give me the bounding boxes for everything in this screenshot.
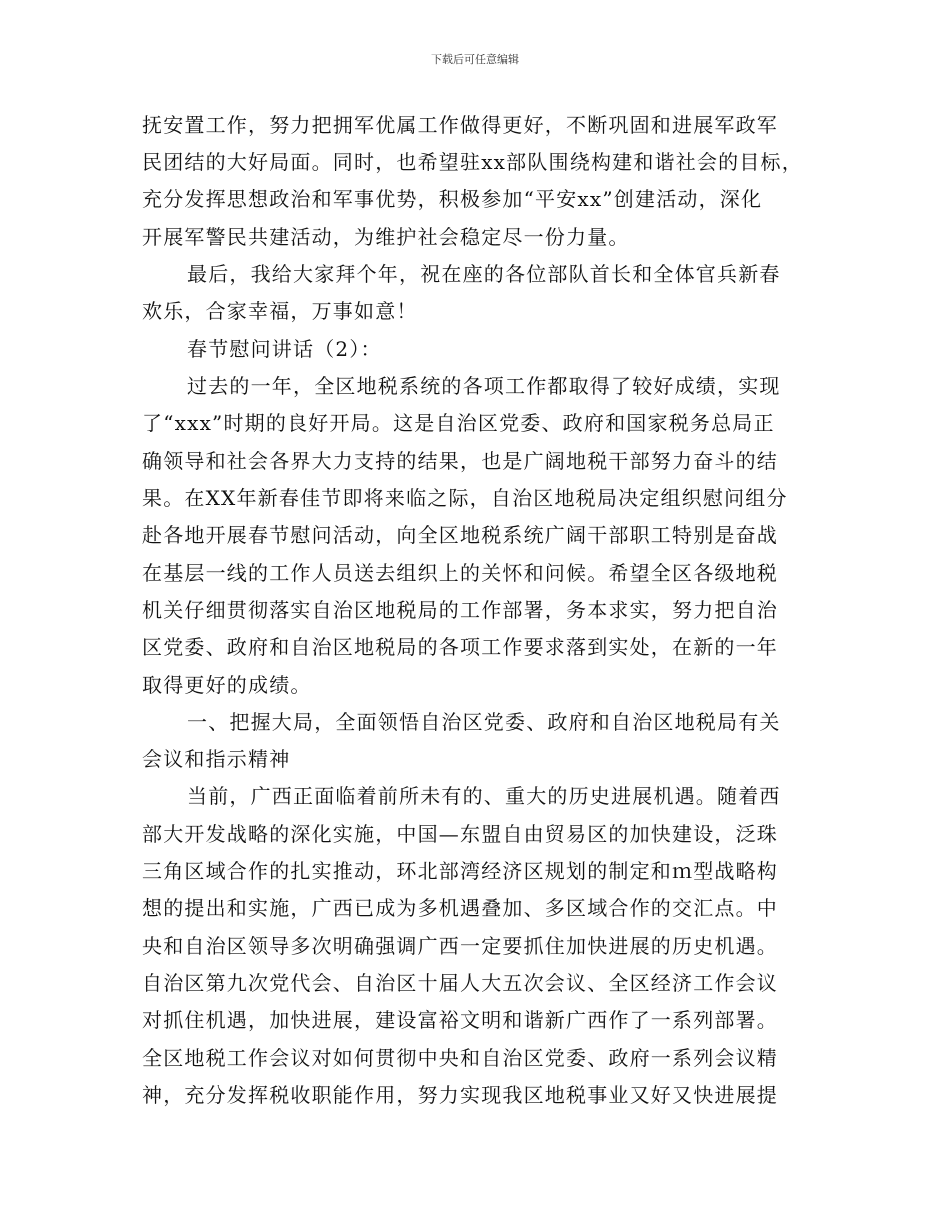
body-text-line: 取得更好的成绩。 [142,673,312,697]
section-heading: 春节慰问讲话（2）： [187,337,382,361]
subsection-heading: 一、把握大局，全面领悟自治区党委、政府和自治区地税局有关 [187,710,781,734]
body-text-line: 对抓住机遇，加快进展，建设富裕文明和谐新广西作了一系列部署。 [142,1008,778,1032]
body-text-line: 抚安置工作，努力把拥军优属工作做得更好，不断巩固和进展军政军 [142,113,778,137]
body-text-line: 部大开发战略的深化实施，中国—东盟自由贸易区的加快建设，泛珠 [142,822,778,846]
body-text-line: 神，充分发挥税收职能作用，努力实现我区地税事业又好又快进展提 [142,1083,778,1107]
page-header: 下载后可任意编辑 [431,53,519,66]
paragraph-first-line: 最后，我给大家拜个年，祝在座的各位部队首长和全体官兵新春 [187,262,781,286]
body-text-line: 在基层一线的工作人员送去组织上的关怀和问候。希望全区各级地税 [142,561,778,585]
body-text-line: 三角区域合作的扎实推动，环北部湾经济区规划的制定和ｍ型战略构 [142,859,778,883]
subsection-heading-continued: 会议和指示精神 [142,747,291,771]
paragraph-first-line: 当前，广西正面临着前所未有的、重大的历史进展机遇。随着西 [187,784,781,808]
body-text-line: 开展军警民共建活动，为维护社会稳定尽一份力量。 [142,225,630,249]
body-text-line: 机关仔细贯彻落实自治区地税局的工作部署，务本求实，努力把自治 [142,598,778,622]
body-text-line: 确领导和社会各界大力支持的结果，也是广阔地税干部努力奋斗的结 [142,449,778,473]
body-text-line: 民团结的大好局面。同时，也希望驻xx部队围绕构建和谐社会的目标， [142,150,803,174]
body-text-line: 欢乐，合家幸福，万事如意！ [142,299,418,323]
body-text-line: 全区地税工作会议对如何贯彻中央和自治区党委、政府一系列会议精 [142,1046,778,1070]
body-text-line: 赴各地开展春节慰问活动，向全区地税系统广阔干部职工特别是奋战 [142,523,778,547]
body-text-line: 想的提出和实施，广西已成为多机遇叠加、多区域合作的交汇点。中 [142,896,778,920]
body-text-line: 区党委、政府和自治区地税局的各项工作要求落到实处，在新的一年 [142,635,778,659]
paragraph-first-line: 过去的一年，全区地税系统的各项工作都取得了较好成绩，实现 [187,374,781,398]
body-text-line: 果。在XX年新春佳节即将来临之际，自治区地税局决定组织慰问组分 [142,486,788,510]
body-text-line: 充分发挥思想政治和军事优势，积极参加“平安xx”创建活动，深化 [142,187,763,211]
body-text-line: 了“xxx”时期的良好开局。这是自治区党委、政府和国家税务总局正 [142,411,775,435]
body-text-line: 央和自治区领导多次明确强调广西一定要抓住加快进展的历史机遇。 [142,934,778,958]
body-text-line: 自治区第九次党代会、自治区十届人大五次会议、全区经济工作会议 [142,971,778,995]
